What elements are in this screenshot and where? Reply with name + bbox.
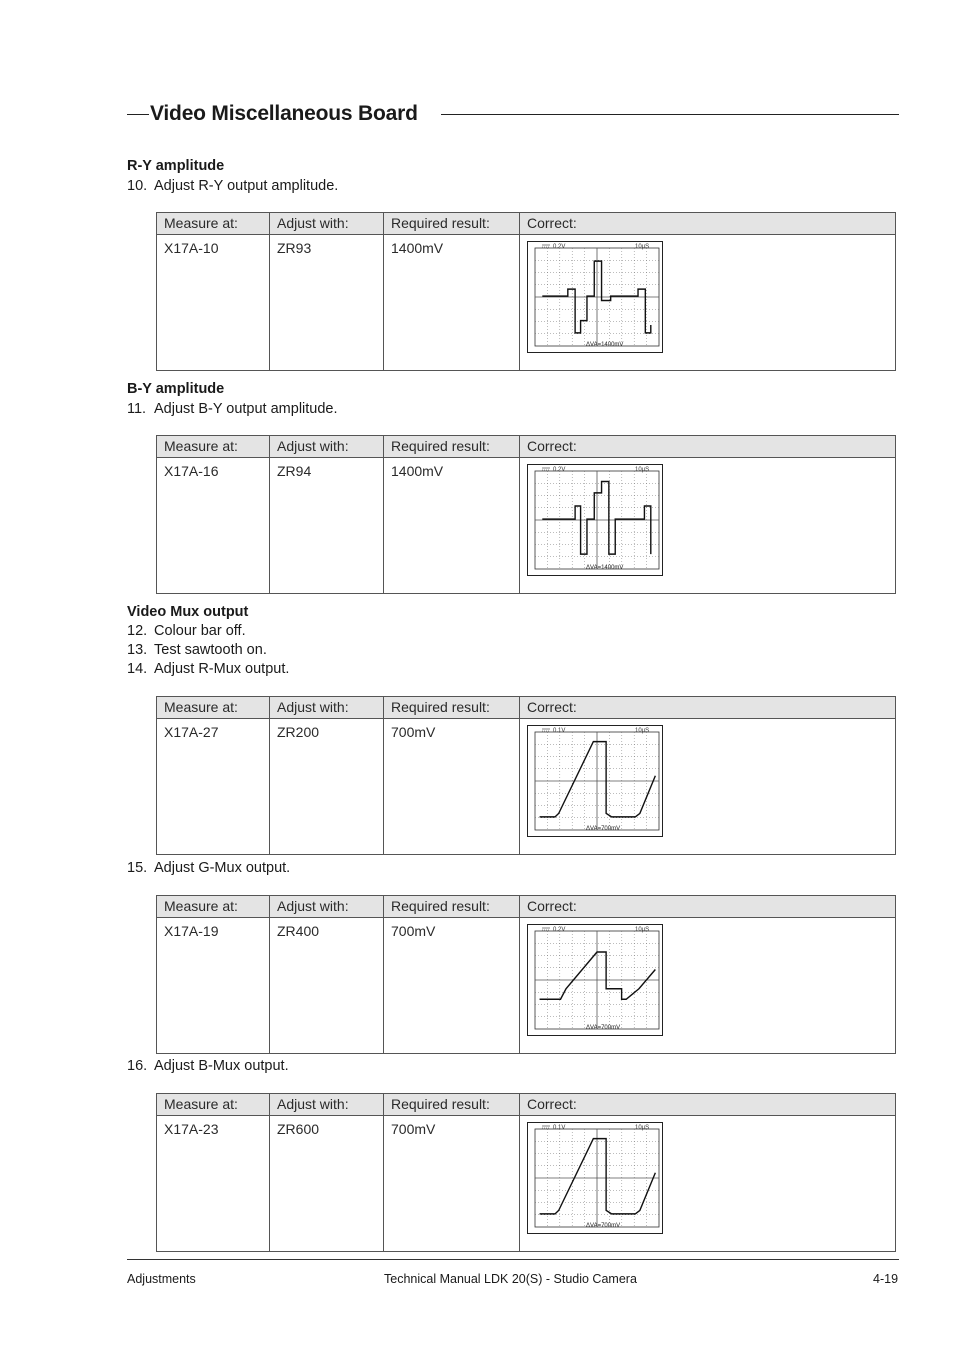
adjust-control: ZR200	[270, 719, 384, 855]
table-row	[157, 1116, 896, 1252]
header-adjust: Adjust with:	[270, 896, 384, 918]
header-measure: Measure at:	[157, 896, 270, 918]
measure-point: X17A-27	[157, 719, 270, 855]
scope-time-per-div: 10µS	[635, 1125, 650, 1131]
adjust-control: ZR600	[270, 1116, 384, 1252]
table-row	[157, 235, 896, 371]
adjust-table-by	[156, 435, 896, 594]
table-row	[157, 458, 896, 594]
header-correct: Correct:	[520, 213, 896, 235]
scope-time-per-div: 10µS	[635, 467, 650, 473]
scope-delta-reading: ΔVA=700mV	[586, 1025, 621, 1031]
correct-cell	[520, 719, 896, 855]
header-correct: Correct:	[520, 896, 896, 918]
table-header-row	[157, 896, 896, 918]
required-result: 700mV	[384, 918, 520, 1054]
oscilloscope-display	[527, 1122, 895, 1240]
step-16: 16. Adjust B-Mux output.	[127, 1058, 289, 1074]
header-adjust: Adjust with:	[270, 1094, 384, 1116]
adjust-table-ry	[156, 212, 896, 371]
header-adjust: Adjust with:	[270, 697, 384, 719]
header-required: Required result:	[384, 697, 520, 719]
scope-delta-reading: ΔVA=700mV	[586, 826, 621, 832]
correct-cell	[520, 918, 896, 1054]
scope-screen	[527, 464, 663, 576]
scope-delta-reading: ΔVA=1400mV	[586, 565, 624, 571]
section-heading-mux: Video Mux output	[127, 604, 249, 620]
header-correct: Correct:	[520, 697, 896, 719]
header-adjust: Adjust with:	[270, 436, 384, 458]
measure-point: X17A-16	[157, 458, 270, 594]
adjust-control: ZR93	[270, 235, 384, 371]
adjust-table-g-mux	[156, 895, 896, 1054]
required-result: 1400mV	[384, 235, 520, 371]
header-measure: Measure at:	[157, 436, 270, 458]
oscilloscope-display	[527, 924, 895, 1042]
adjust-table-b-mux	[156, 1093, 896, 1252]
required-result: 700mV	[384, 719, 520, 855]
oscilloscope-display	[527, 725, 895, 843]
step-13: 13. Test sawtooth on.	[127, 642, 267, 658]
correct-cell	[520, 458, 896, 594]
measure-point: X17A-23	[157, 1116, 270, 1252]
correct-cell	[520, 235, 896, 371]
step-12: 12. Colour bar off.	[127, 623, 246, 639]
measure-point: X17A-19	[157, 918, 270, 1054]
scope-volts-per-div: 0.2V	[553, 927, 566, 933]
scope-delta-reading: ΔVA=1400mV	[586, 342, 624, 348]
header-required: Required result:	[384, 896, 520, 918]
table-row	[157, 719, 896, 855]
footer-page-number: 4-19	[873, 1272, 899, 1286]
page-title: Video Miscellaneous Board	[150, 102, 418, 125]
scope-volts-per-div: 0.2V	[553, 244, 566, 250]
section-heading-by: B-Y amplitude	[127, 381, 225, 397]
page-title-row	[127, 98, 899, 130]
table-header-row	[157, 697, 896, 719]
scope-volts-per-div: 0.1V	[553, 728, 566, 734]
table-header-row	[157, 213, 896, 235]
required-result: 1400mV	[384, 458, 520, 594]
scope-delta-reading: ΔVA=700mV	[586, 1223, 621, 1229]
adjust-control: ZR94	[270, 458, 384, 594]
required-result: 700mV	[384, 1116, 520, 1252]
oscilloscope-display	[527, 464, 895, 582]
header-required: Required result:	[384, 213, 520, 235]
title-rule-left	[127, 114, 149, 115]
header-measure: Measure at:	[157, 213, 270, 235]
scope-screen	[527, 241, 663, 353]
header-required: Required result:	[384, 1094, 520, 1116]
scope-volts-per-div: 0.2V	[553, 467, 566, 473]
footer-section: Adjustments	[127, 1272, 196, 1286]
scope-time-per-div: 10µS	[635, 728, 650, 734]
scope-screen	[527, 725, 663, 837]
header-required: Required result:	[384, 436, 520, 458]
table-row	[157, 918, 896, 1054]
scope-time-per-div: 10µS	[635, 927, 650, 933]
scope-screen	[527, 1122, 663, 1234]
adjust-control: ZR400	[270, 918, 384, 1054]
measure-point: X17A-10	[157, 235, 270, 371]
section-heading-ry: R-Y amplitude	[127, 158, 225, 174]
table-header-row	[157, 436, 896, 458]
header-adjust: Adjust with:	[270, 213, 384, 235]
header-correct: Correct:	[520, 436, 896, 458]
header-measure: Measure at:	[157, 697, 270, 719]
oscilloscope-display	[527, 241, 895, 359]
scope-screen	[527, 924, 663, 1036]
scope-time-per-div: 10µS	[635, 244, 650, 250]
footer-manual-title: Technical Manual LDK 20(S) - Studio Camera	[384, 1272, 637, 1286]
correct-cell	[520, 1116, 896, 1252]
adjust-table-r-mux	[156, 696, 896, 855]
step-14: 14. Adjust R-Mux output.	[127, 661, 290, 677]
header-correct: Correct:	[520, 1094, 896, 1116]
table-header-row	[157, 1094, 896, 1116]
title-rule-right	[441, 114, 899, 115]
step-10: 10. Adjust R-Y output amplitude.	[127, 178, 339, 194]
scope-volts-per-div: 0.1V	[553, 1125, 566, 1131]
step-15: 15. Adjust G-Mux output.	[127, 860, 291, 876]
step-11: 11. Adjust B-Y output amplitude.	[127, 401, 338, 417]
header-measure: Measure at:	[157, 1094, 270, 1116]
footer-rule	[127, 1259, 899, 1260]
